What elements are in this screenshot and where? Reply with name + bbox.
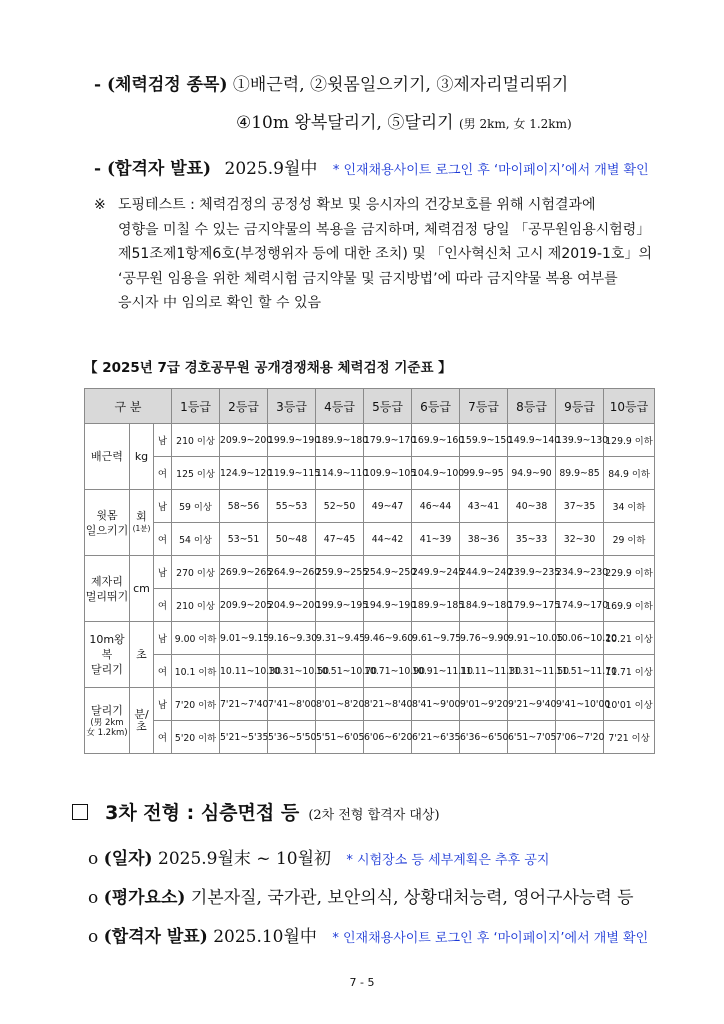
events-items-1: ①배근력, ②윗몸일으키기, ③제자리멀리뛰기 bbox=[232, 75, 569, 95]
header-grade: 8등급 bbox=[508, 389, 556, 424]
doping-line-3: 제51조제1항제6호(부정행위자 등에 대한 조치) 및 「인사혁신처 고시 제2019-1호」의 bbox=[118, 246, 652, 262]
item-label: (합격자 발표) bbox=[103, 927, 208, 947]
header-grade: 2등급 bbox=[220, 389, 268, 424]
grade-value-cell: 104.9~100 bbox=[412, 457, 460, 490]
events-label: - (체력검정 종목) bbox=[94, 75, 228, 95]
grade-value-cell: 84.9 이하 bbox=[604, 457, 655, 490]
sex-cell: 여 bbox=[154, 721, 172, 754]
section3-heading bbox=[72, 798, 440, 825]
page-number: 7 - 5 bbox=[349, 976, 375, 989]
events-items-2-note: (男 2km, 女 1.2km) bbox=[459, 117, 572, 131]
grade-value-cell: 11.11~11.30 bbox=[460, 655, 508, 688]
table-row bbox=[85, 589, 655, 622]
grade-value-cell: 184.9~180 bbox=[460, 589, 508, 622]
grade-value-cell: 8'41~9'00 bbox=[412, 688, 460, 721]
grade-value-cell: 204.9~200 bbox=[268, 589, 316, 622]
grade-value-cell: 10.71~10.90 bbox=[364, 655, 412, 688]
grade-value-cell: 264.9~260 bbox=[268, 556, 316, 589]
grade-value-cell: 10'01 이상 bbox=[604, 688, 655, 721]
item-text: 기본자질, 국가관, 보안의식, 상황대처능력, 영어구사능력 등 bbox=[190, 888, 634, 908]
grade-value-cell: 210 이상 bbox=[172, 589, 220, 622]
item-note: * 인재채용사이트 로그인 후 ‘마이페이지’에서 개별 확인 bbox=[332, 931, 649, 946]
events-items-2: ④10m 왕복달리기, ⑤달리기 bbox=[236, 113, 454, 133]
grade-value-cell: 58~56 bbox=[220, 490, 268, 523]
header-grade: 5등급 bbox=[364, 389, 412, 424]
grade-value-cell: 10.31~10.50 bbox=[268, 655, 316, 688]
event-unit-cell bbox=[130, 556, 154, 622]
grade-value-cell: 209.9~205 bbox=[220, 589, 268, 622]
sex-cell: 여 bbox=[154, 523, 172, 556]
event-unit-cell bbox=[130, 622, 154, 688]
grade-value-cell: 9.46~9.60 bbox=[364, 622, 412, 655]
doping-note bbox=[94, 193, 664, 316]
event-unit: 회 bbox=[136, 509, 147, 523]
grade-value-cell: 7'21 이상 bbox=[604, 721, 655, 754]
grade-value-cell: 7'21~7'40 bbox=[220, 688, 268, 721]
grade-value-cell: 9'21~9'40 bbox=[508, 688, 556, 721]
header-grade: 9등급 bbox=[556, 389, 604, 424]
event-name-cell bbox=[85, 424, 130, 490]
sex-cell: 여 bbox=[154, 589, 172, 622]
grade-value-cell: 229.9 이하 bbox=[604, 556, 655, 589]
grade-value-cell: 125 이상 bbox=[172, 457, 220, 490]
grade-value-cell: 254.9~250 bbox=[364, 556, 412, 589]
grade-value-cell: 5'20 이하 bbox=[172, 721, 220, 754]
event-name-sub: (男 2km 女 1.2km) bbox=[86, 718, 128, 738]
result-date: 2025.9월中 bbox=[224, 159, 318, 179]
grade-value-cell: 11.71 이상 bbox=[604, 655, 655, 688]
table-body bbox=[85, 424, 655, 754]
event-unit: 초 bbox=[136, 647, 147, 661]
grade-value-cell: 169.9~160 bbox=[412, 424, 460, 457]
grade-value-cell: 269.9~265 bbox=[220, 556, 268, 589]
bullet: o bbox=[88, 849, 99, 869]
section3-item-date bbox=[88, 844, 549, 869]
item-label: (평가요소) bbox=[103, 888, 186, 908]
sex-cell: 여 bbox=[154, 457, 172, 490]
doping-line-4: ‘공무원 임용을 위한 체력시험 금지약물 및 금지방법’에 따라 금지약물 복용 여부를 bbox=[118, 270, 618, 287]
sex-cell: 여 bbox=[154, 655, 172, 688]
grade-value-cell: 7'20 이하 bbox=[172, 688, 220, 721]
grade-value-cell: 54 이상 bbox=[172, 523, 220, 556]
grade-value-cell: 44~42 bbox=[364, 523, 412, 556]
grade-value-cell: 99.9~95 bbox=[460, 457, 508, 490]
doping-line-5: 응시자 中 임의로 확인 할 수 있음 bbox=[118, 295, 321, 311]
grade-value-cell: 50~48 bbox=[268, 523, 316, 556]
section3-item-result bbox=[88, 922, 648, 947]
grade-value-cell: 199.9~190 bbox=[268, 424, 316, 457]
header-grade: 3등급 bbox=[268, 389, 316, 424]
event-unit-cell bbox=[130, 688, 154, 754]
grade-value-cell: 199.9~195 bbox=[316, 589, 364, 622]
grade-value-cell: 8'21~8'40 bbox=[364, 688, 412, 721]
table-row bbox=[85, 523, 655, 556]
grade-value-cell: 179.9~170 bbox=[364, 424, 412, 457]
grade-value-cell: 139.9~130 bbox=[556, 424, 604, 457]
grade-value-cell: 47~45 bbox=[316, 523, 364, 556]
grade-value-cell: 55~53 bbox=[268, 490, 316, 523]
grade-value-cell: 40~38 bbox=[508, 490, 556, 523]
sex-cell: 남 bbox=[154, 490, 172, 523]
grade-value-cell: 9.01~9.15 bbox=[220, 622, 268, 655]
section3-item-criteria bbox=[88, 883, 634, 908]
grade-value-cell: 239.9~235 bbox=[508, 556, 556, 589]
header-category: 구 분 bbox=[85, 389, 172, 424]
grade-value-cell: 11.51~11.70 bbox=[556, 655, 604, 688]
checkbox-square-icon bbox=[72, 804, 88, 820]
grade-value-cell: 129.9 이하 bbox=[604, 424, 655, 457]
grade-value-cell: 10.51~10.70 bbox=[316, 655, 364, 688]
grade-value-cell: 37~35 bbox=[556, 490, 604, 523]
sex-cell: 남 bbox=[154, 622, 172, 655]
grade-value-cell: 34 이하 bbox=[604, 490, 655, 523]
event-name: 제자리 멀리뛰기 bbox=[85, 574, 129, 603]
item-text: 2025.10월中 bbox=[213, 927, 317, 947]
grade-value-cell: 49~47 bbox=[364, 490, 412, 523]
grade-value-cell: 9.91~10.05 bbox=[508, 622, 556, 655]
grade-value-cell: 6'36~6'50 bbox=[460, 721, 508, 754]
grade-value-cell: 270 이상 bbox=[172, 556, 220, 589]
section3-subtitle: (2차 전형 합격자 대상) bbox=[308, 808, 440, 823]
grade-value-cell: 7'41~8'00 bbox=[268, 688, 316, 721]
section3-title: 3차 전형 : 심층면접 등 bbox=[105, 802, 300, 824]
grade-value-cell: 29 이하 bbox=[604, 523, 655, 556]
grade-value-cell: 5'51~6'05 bbox=[316, 721, 364, 754]
item-label: (일자) bbox=[103, 849, 153, 869]
grade-value-cell: 10.06~10.20 bbox=[556, 622, 604, 655]
grade-value-cell: 6'21~6'35 bbox=[412, 721, 460, 754]
event-name-cell bbox=[85, 490, 130, 556]
result-label: - (합격자 발표) bbox=[94, 159, 212, 179]
table-row bbox=[85, 622, 655, 655]
grade-value-cell: 259.9~255 bbox=[316, 556, 364, 589]
bullet: o bbox=[88, 927, 99, 947]
event-name-cell bbox=[85, 556, 130, 622]
header-grade: 1등급 bbox=[172, 389, 220, 424]
item-note: * 시험장소 등 세부계획은 추후 공지 bbox=[346, 853, 550, 868]
grade-value-cell: 189.9~185 bbox=[412, 589, 460, 622]
table-row bbox=[85, 688, 655, 721]
grade-value-cell: 8'01~8'20 bbox=[316, 688, 364, 721]
result-line bbox=[94, 154, 649, 179]
grade-value-cell: 38~36 bbox=[460, 523, 508, 556]
grade-value-cell: 209.9~200 bbox=[220, 424, 268, 457]
grade-value-cell: 179.9~175 bbox=[508, 589, 556, 622]
event-unit: cm bbox=[133, 581, 150, 595]
grade-value-cell: 9'41~10'00 bbox=[556, 688, 604, 721]
grade-value-cell: 210 이상 bbox=[172, 424, 220, 457]
grade-value-cell: 194.9~190 bbox=[364, 589, 412, 622]
grade-value-cell: 9.76~9.90 bbox=[460, 622, 508, 655]
grade-value-cell: 94.9~90 bbox=[508, 457, 556, 490]
header-grade: 7등급 bbox=[460, 389, 508, 424]
event-unit-cell bbox=[130, 424, 154, 490]
bullet: o bbox=[88, 888, 99, 908]
grade-value-cell: 244.9~240 bbox=[460, 556, 508, 589]
grade-value-cell: 53~51 bbox=[220, 523, 268, 556]
grade-value-cell: 5'21~5'35 bbox=[220, 721, 268, 754]
grade-value-cell: 249.9~245 bbox=[412, 556, 460, 589]
event-unit-sub: (1분) bbox=[132, 523, 151, 533]
fitness-standards-table bbox=[84, 388, 655, 754]
grade-value-cell: 159.9~150 bbox=[460, 424, 508, 457]
grade-value-cell: 114.9~110 bbox=[316, 457, 364, 490]
sex-cell: 남 bbox=[154, 424, 172, 457]
grade-value-cell: 10.1 이하 bbox=[172, 655, 220, 688]
table-caption: 【 2025년 7급 경호공무원 공개경쟁채용 체력검정 기준표 】 bbox=[84, 360, 452, 376]
table-row bbox=[85, 490, 655, 523]
result-note: * 인재채용사이트 로그인 후 ‘마이페이지’에서 개별 확인 bbox=[332, 163, 649, 178]
grade-value-cell: 9.16~9.30 bbox=[268, 622, 316, 655]
event-name: 달리기 bbox=[91, 704, 123, 717]
table-header-row bbox=[85, 389, 655, 424]
grade-value-cell: 35~33 bbox=[508, 523, 556, 556]
table-row bbox=[85, 556, 655, 589]
grade-value-cell: 7'06~7'20 bbox=[556, 721, 604, 754]
doping-line-1: 도핑테스트 : 체력검정의 공정성 확보 및 응시자의 건강보호를 위해 시험결과에 bbox=[118, 197, 596, 213]
event-name: 10m왕복 달리기 bbox=[89, 633, 125, 676]
item-text: 2025.9월末 ~ 10월初 bbox=[158, 849, 332, 869]
grade-value-cell: 6'51~7'05 bbox=[508, 721, 556, 754]
grade-value-cell: 11.31~11.50 bbox=[508, 655, 556, 688]
grade-value-cell: 41~39 bbox=[412, 523, 460, 556]
table-row bbox=[85, 457, 655, 490]
grade-value-cell: 5'36~5'50 bbox=[268, 721, 316, 754]
grade-value-cell: 9.31~9.45 bbox=[316, 622, 364, 655]
events-line bbox=[94, 70, 568, 95]
grade-value-cell: 9.61~9.75 bbox=[412, 622, 460, 655]
sex-cell: 남 bbox=[154, 688, 172, 721]
grade-value-cell: 174.9~170 bbox=[556, 589, 604, 622]
grade-value-cell: 43~41 bbox=[460, 490, 508, 523]
reference-mark: ※ bbox=[94, 197, 106, 213]
grade-value-cell: 10.91~11.10 bbox=[412, 655, 460, 688]
grade-value-cell: 46~44 bbox=[412, 490, 460, 523]
events-line-2 bbox=[236, 108, 572, 133]
event-name: 윗몸 일으키기 bbox=[85, 508, 129, 537]
sex-cell: 남 bbox=[154, 556, 172, 589]
header-grade: 10등급 bbox=[604, 389, 655, 424]
grade-value-cell: 169.9 이하 bbox=[604, 589, 655, 622]
header-grade: 4등급 bbox=[316, 389, 364, 424]
table-row bbox=[85, 424, 655, 457]
grade-value-cell: 234.9~230 bbox=[556, 556, 604, 589]
grade-value-cell: 124.9~120 bbox=[220, 457, 268, 490]
event-unit: kg bbox=[134, 449, 149, 463]
table-row bbox=[85, 655, 655, 688]
grade-value-cell: 149.9~140 bbox=[508, 424, 556, 457]
event-unit: 분/ 초 bbox=[134, 707, 149, 733]
grade-value-cell: 32~30 bbox=[556, 523, 604, 556]
event-unit-cell bbox=[130, 490, 154, 556]
grade-value-cell: 9'01~9'20 bbox=[460, 688, 508, 721]
event-name: 배근력 bbox=[91, 450, 123, 463]
grade-value-cell: 119.9~115 bbox=[268, 457, 316, 490]
grade-value-cell: 10.11~10.30 bbox=[220, 655, 268, 688]
grade-value-cell: 59 이상 bbox=[172, 490, 220, 523]
event-name-cell bbox=[85, 688, 130, 754]
grade-value-cell: 52~50 bbox=[316, 490, 364, 523]
event-name-cell bbox=[85, 622, 130, 688]
table-row bbox=[85, 721, 655, 754]
grade-value-cell: 9.00 이하 bbox=[172, 622, 220, 655]
grade-value-cell: 6'06~6'20 bbox=[364, 721, 412, 754]
doping-line-2: 영향을 미칠 수 있는 금지약물의 복용을 금지하며, 체력검정 당일 「공무원임용시험령」 bbox=[118, 221, 651, 238]
grade-value-cell: 10.21 이상 bbox=[604, 622, 655, 655]
grade-value-cell: 189.9~180 bbox=[316, 424, 364, 457]
grade-value-cell: 89.9~85 bbox=[556, 457, 604, 490]
header-grade: 6등급 bbox=[412, 389, 460, 424]
grade-value-cell: 109.9~105 bbox=[364, 457, 412, 490]
